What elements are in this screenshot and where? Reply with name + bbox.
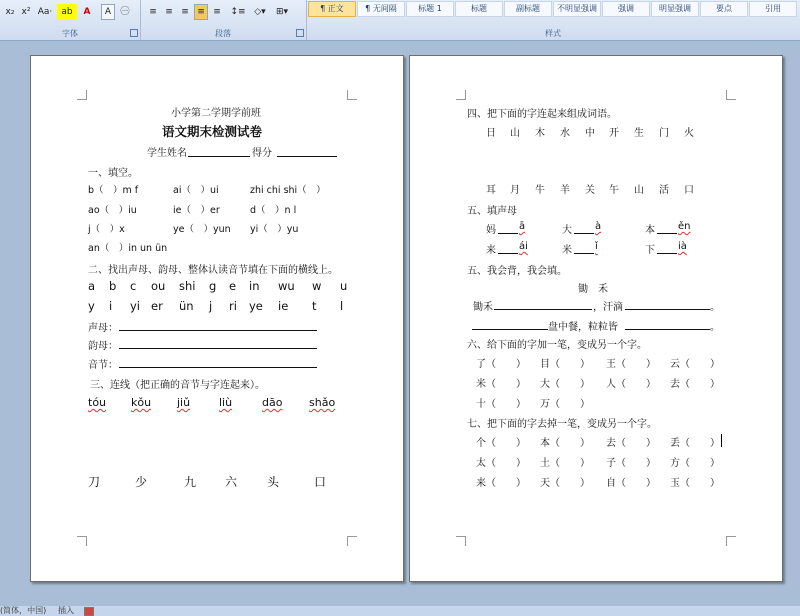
syllable: shi	[179, 279, 196, 293]
document-page-2[interactable]	[409, 55, 783, 582]
margin-mark	[347, 536, 357, 546]
justify-icon[interactable]: ≡	[194, 4, 208, 20]
fill-char: 下	[645, 245, 655, 256]
fill-char: 来	[486, 245, 496, 256]
fill-char: 米	[562, 245, 572, 256]
remove-stroke-item: 土（ ）	[540, 458, 590, 469]
word-char: 牛	[535, 185, 545, 196]
word-char: 生	[634, 128, 644, 139]
style-item[interactable]: 要点	[700, 1, 748, 17]
style-item[interactable]: ¶ 正文	[308, 1, 356, 17]
final-text: ǐ	[595, 241, 598, 252]
style-item[interactable]: 强调	[602, 1, 650, 17]
poem-blank-2	[625, 309, 710, 310]
insert-mode-indicator[interactable]: 插入	[58, 606, 74, 615]
style-item[interactable]: 不明显强调	[553, 1, 601, 17]
pinyin-item: shǎo	[309, 396, 336, 409]
initial-blank	[574, 253, 594, 254]
final-text: à	[595, 221, 602, 232]
section-5b-title: 五、我会背，我会填。	[467, 266, 567, 277]
syllable: t	[312, 299, 317, 313]
syllable: ün	[179, 299, 194, 313]
syllable: i	[109, 299, 113, 313]
margin-mark	[456, 90, 466, 100]
syllable: g	[209, 279, 217, 293]
school-heading: 小学第二学期学前班	[171, 108, 261, 119]
syllable: c	[130, 279, 137, 293]
final-text: ià	[678, 241, 687, 252]
margin-mark	[347, 90, 357, 100]
paragraph-group-label: 段落	[215, 29, 231, 38]
initial-blank	[657, 233, 677, 234]
superscript-button[interactable]: x²	[21, 7, 31, 17]
remove-stroke-item: 方（ ）	[670, 458, 720, 469]
remove-stroke-item: 天（ ）	[540, 478, 590, 489]
word-char: 中	[585, 128, 595, 139]
add-stroke-item: 云（ ）	[670, 359, 720, 370]
style-item[interactable]: 标题	[455, 1, 503, 17]
shading-icon[interactable]: ◇▾	[254, 7, 266, 17]
text-cursor	[721, 434, 722, 447]
style-item[interactable]: ¶ 无间隔	[357, 1, 405, 17]
fill-cell: zhi chi shi（ ）	[250, 185, 326, 196]
remove-stroke-item: 丢（ ）	[670, 438, 720, 449]
section-5-title: 五、填声母	[467, 206, 517, 217]
char-item: 刀	[88, 475, 101, 489]
fill-cell: d（ ）n l	[250, 205, 297, 216]
final-text: ěn	[678, 221, 691, 232]
word-char: 口	[684, 185, 694, 196]
word-char: 山	[510, 128, 520, 139]
align-center-icon[interactable]: ≡	[165, 7, 173, 17]
poem-line-1-mid: ，汗滴	[593, 302, 623, 313]
poem-title: 锄 禾	[578, 284, 608, 295]
word-char: 门	[659, 128, 669, 139]
add-stroke-item: 去（ ）	[670, 379, 720, 390]
syllable: b	[109, 279, 117, 293]
margin-mark	[456, 536, 466, 546]
align-right-icon[interactable]: ≡	[181, 7, 189, 17]
section-7-title: 七、把下面的字去掉一笔，变成另一个字。	[467, 419, 657, 430]
fill-cell: j（ ）x	[88, 224, 125, 235]
fill-cell: yi（ ）yu	[250, 224, 299, 235]
yunmu-line	[119, 348, 317, 349]
section-4-title: 四、把下面的字连起来组成词语。	[467, 109, 617, 120]
score-line	[277, 156, 337, 157]
section-1-title: 一、填空。	[88, 168, 138, 179]
remove-stroke-item: 去（ ）	[606, 438, 656, 449]
syllable: yi	[130, 299, 141, 313]
add-stroke-item: 人（ ）	[606, 379, 656, 390]
add-stroke-item: 王（ ）	[606, 359, 656, 370]
pinyin-item: tóu	[88, 396, 107, 409]
language-indicator[interactable]: (简体，中国)	[0, 606, 47, 615]
final-text: ái	[519, 241, 528, 252]
styles-group	[306, 0, 800, 40]
syllable: ou	[151, 279, 166, 293]
fill-char: 妈	[486, 225, 496, 236]
margin-mark	[726, 90, 736, 100]
font-color-button[interactable]: A	[83, 7, 91, 17]
margin-mark	[726, 536, 736, 546]
word-char: 活	[659, 185, 669, 196]
syllable: ie	[278, 299, 289, 313]
subscript-button[interactable]: x₂	[5, 7, 15, 17]
style-item[interactable]: 明显强调	[651, 1, 699, 17]
remove-stroke-item: 自（ ）	[606, 478, 656, 489]
highlight-button[interactable]: ab	[57, 4, 77, 20]
poem-blank-4	[625, 329, 710, 330]
styles-group-label: 样式	[545, 29, 561, 38]
word-char: 水	[560, 128, 570, 139]
word-char: 午	[609, 185, 619, 196]
add-stroke-item: 米（ ）	[476, 379, 526, 390]
shengmu-line	[119, 330, 317, 331]
poem-line-2-mid: 盘中餐，粒粒皆	[548, 322, 618, 333]
word-char: 月	[510, 185, 520, 196]
remove-stroke-item: 来（ ）	[476, 478, 526, 489]
change-case-button[interactable]: Aa·	[37, 7, 53, 17]
section-6-title: 六、给下面的字加一笔，变成另一个字。	[467, 340, 647, 351]
yunmu-label: 韵母：	[88, 341, 118, 352]
syllable: y	[88, 299, 95, 313]
syllable: er	[151, 299, 163, 313]
macro-record-icon[interactable]	[84, 607, 94, 616]
word-char: 耳	[486, 185, 496, 196]
section-2-title: 二、找出声母、韵母、整体认读音节填在下面的横线上。	[88, 265, 338, 276]
document-page-1[interactable]	[30, 55, 404, 582]
syllable: e	[229, 279, 237, 293]
word-char: 山	[634, 185, 644, 196]
distributed-icon[interactable]: ≡	[213, 7, 221, 17]
yinjie-line	[119, 367, 317, 368]
student-name-line	[188, 156, 250, 157]
fill-cell: ye（ ）yun	[173, 224, 231, 235]
style-item[interactable]: 引用	[749, 1, 797, 17]
align-left-icon[interactable]: ≡	[149, 7, 157, 17]
word-char: 关	[585, 185, 595, 196]
add-stroke-item: 十（ ）	[476, 399, 526, 410]
status-bar	[0, 606, 800, 616]
add-stroke-item: 了（ ）	[476, 359, 526, 370]
final-text: ā	[519, 221, 526, 232]
enclose-char-button[interactable]: ㊀	[120, 7, 130, 17]
syllable: in	[249, 279, 260, 293]
syllable: ye	[249, 299, 263, 313]
shengmu-label: 声母：	[88, 323, 118, 334]
remove-stroke-item: 本（ ）	[540, 438, 590, 449]
pinyin-item: kǒu	[131, 396, 152, 409]
syllable: wu	[278, 279, 295, 293]
char-item: 少	[135, 475, 148, 489]
ribbon	[0, 0, 800, 41]
word-char: 开	[609, 128, 619, 139]
poem-line-2-end: 。	[710, 322, 720, 333]
char-item: 头	[267, 475, 280, 489]
initial-blank	[657, 253, 677, 254]
add-stroke-item: 万（ ）	[540, 399, 590, 410]
paragraph-dialog-launcher-icon[interactable]	[296, 29, 304, 37]
char-item: 六	[225, 475, 238, 489]
initial-blank	[498, 233, 518, 234]
paragraph-group	[140, 0, 307, 40]
section-3-title: 三、连线（把正确的音节与字连起来）。	[90, 380, 265, 391]
syllable: u	[340, 279, 348, 293]
word-char: 羊	[560, 185, 570, 196]
yinjie-label: 音节：	[88, 360, 118, 371]
fill-char: 本	[645, 225, 655, 236]
poem-line-1-end: 。	[710, 302, 720, 313]
remove-stroke-item: 玉（ ）	[670, 478, 720, 489]
poem-blank-3	[472, 329, 548, 330]
syllable: a	[88, 279, 96, 293]
char-item: 口	[314, 475, 327, 489]
add-stroke-item: 大（ ）	[540, 379, 590, 390]
add-stroke-item: 目（ ）	[540, 359, 590, 370]
margin-mark	[77, 536, 87, 546]
syllable: ri	[229, 299, 237, 313]
syllable: j	[209, 299, 213, 313]
fill-cell: ao（ ）iu	[88, 205, 137, 216]
pinyin-item: liù	[219, 396, 233, 409]
fill-cell: ie（ ）er	[173, 205, 220, 216]
char-shading-button[interactable]: A	[101, 4, 115, 20]
fill-cell: ai（ ）ui	[173, 185, 219, 196]
remove-stroke-item: 太（ ）	[476, 458, 526, 469]
font-dialog-launcher-icon[interactable]	[130, 29, 138, 37]
font-group	[0, 0, 141, 40]
initial-blank	[498, 253, 518, 254]
syllable: l	[340, 299, 344, 313]
remove-stroke-item: 子（ ）	[606, 458, 656, 469]
margin-mark	[77, 90, 87, 100]
poem-line-1-start: 锄禾	[473, 302, 493, 313]
exam-title: 语文期末检测试卷	[162, 124, 263, 139]
font-group-label: 字体	[62, 29, 78, 38]
char-item: 九	[184, 475, 197, 489]
style-item[interactable]: 标题 1	[406, 1, 454, 17]
fill-cell: an（ ）in un ün	[88, 243, 168, 254]
line-spacing-icon[interactable]: ↕≡	[230, 7, 246, 17]
initial-blank	[574, 233, 594, 234]
poem-blank-1	[494, 309, 592, 310]
syllable: w	[312, 279, 322, 293]
score-label: 得分	[252, 148, 272, 159]
student-name-label: 学生姓名	[147, 148, 187, 159]
word-char: 日	[486, 128, 496, 139]
pinyin-item: dāo	[262, 396, 283, 409]
borders-icon[interactable]: ⊞▾	[275, 7, 289, 17]
word-char: 木	[535, 128, 545, 139]
word-char: 火	[684, 128, 694, 139]
remove-stroke-item: 个（ ）	[476, 438, 526, 449]
fill-char: 大	[562, 225, 572, 236]
fill-cell: b（ ）m f	[88, 185, 139, 196]
pinyin-item: jiǔ	[177, 396, 191, 409]
style-item[interactable]: 副标题	[504, 1, 552, 17]
